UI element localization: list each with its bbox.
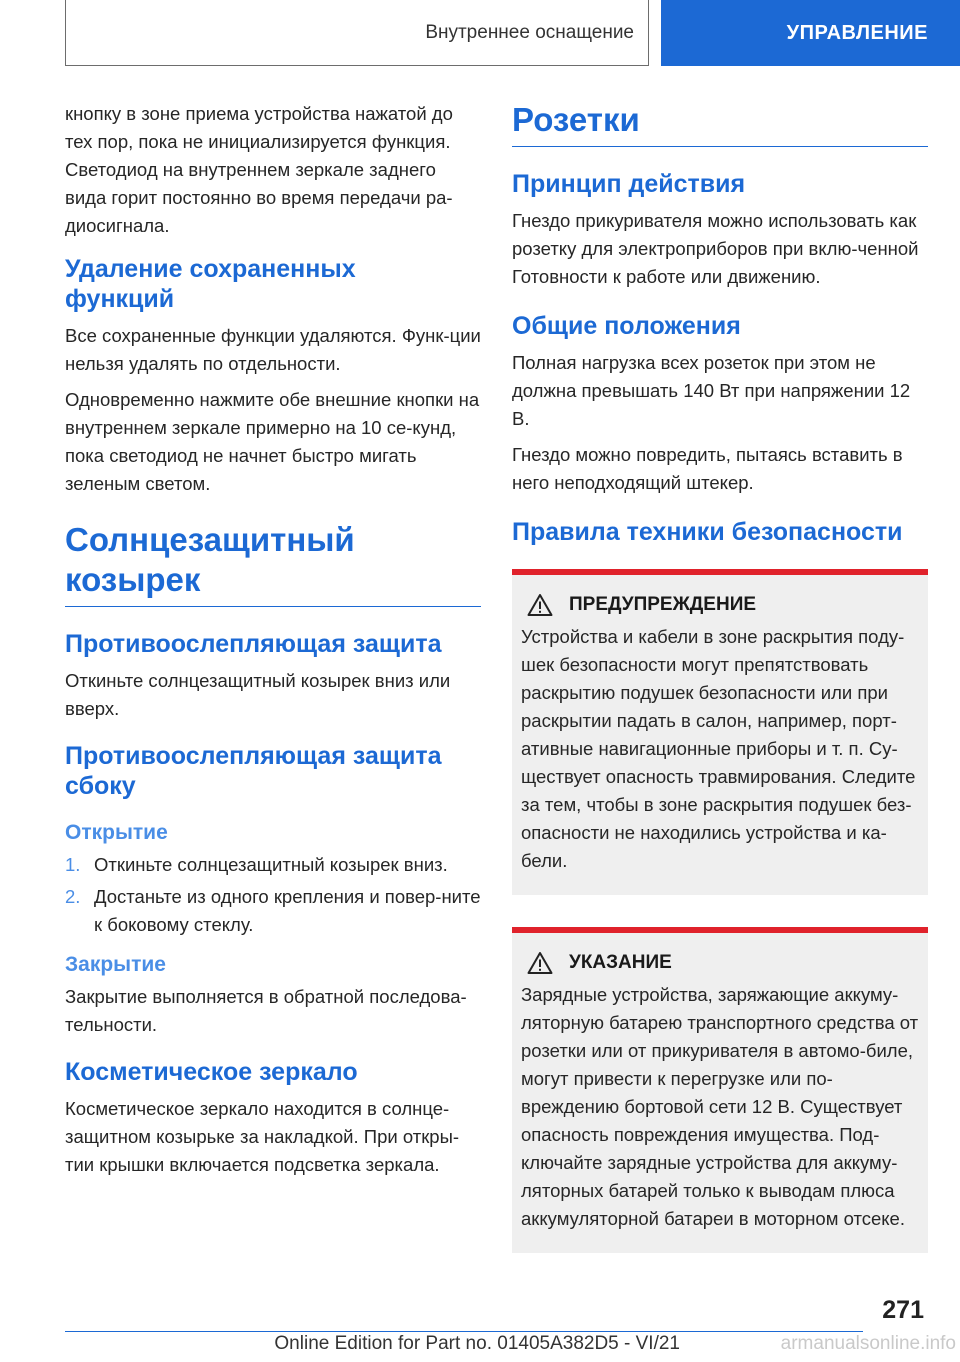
sockets-heading: Розетки: [512, 101, 640, 138]
notice-text: Зарядные устройства, заряжающие аккуму-ляторную батарею транспортного средства от розетки или от прикуривателя в автомо-биле, могут привести к перегрузке или по-вреждению бортовой сети 12 В. Существует опасность повреждения имущества. Под-ключайте зарядные устройства для аккуму-ляторных батарей только к выводам плюса аккумуляторной батареи в моторном отсеке.: [521, 984, 919, 1229]
warning-triangle-icon: [527, 593, 553, 617]
warning-title: [521, 593, 922, 617]
notice-title: [521, 951, 922, 975]
step-text: Откиньте солнцезащитный козырек вниз.: [94, 854, 448, 875]
intro-paragraph: кнопку в зоне приема устройства нажатой до тех пор, пока не инициализируется функция. Светодиод на внутреннем зеркале заднего вида горит постоянно во время передачи ра-диосигнала.: [65, 103, 453, 236]
step-number: 2.: [65, 886, 81, 907]
principle-heading: Принцип действия: [512, 170, 746, 198]
opening-heading: Открытие: [65, 821, 168, 844]
warning-text: Устройства и кабели в зоне раскрытия поду-шек безопасности могут препятствовать раскрытию подушек безопасности или при раскрытии падать в салон, например, порт-ативные навигационные приборы и т. п. Су-ществует опасность травмирования. Следите за тем, чтобы в зоне раскрытия подушек без-опасности не находились устройства и ка-бели.: [521, 626, 916, 871]
left-column: [65, 100, 481, 1187]
list-item: [65, 883, 481, 939]
safety-heading: Правила техники безопасности: [512, 518, 903, 546]
vanity-mirror-text: Косметическое зеркало находится в солнце-защитном козырьке за накладкой. При откры-тии крышки включается подсветка зеркала.: [65, 1098, 460, 1175]
notice-callout: [512, 927, 928, 1253]
side-glare-protection-heading: Противоослепляющая защита сбоку: [65, 742, 442, 800]
delete-paragraph-2: Одновременно нажмите обе внешние кнопки на внутреннем зеркале примерно на 10 се-кунд, пока светодиод не начнет быстро мигать зеленым светом.: [65, 389, 480, 494]
warning-triangle-icon: [527, 951, 553, 975]
warning-label: ПРЕДУПРЕЖДЕНИЕ: [569, 594, 757, 615]
general-paragraph-2: Гнездо можно повредить, пытаясь вставить в него неподходящий штекер.: [512, 444, 903, 493]
vanity-mirror-heading: Косметическое зеркало: [65, 1058, 358, 1086]
header-chapter-title: УПРАВЛЕНИЕ: [786, 21, 928, 44]
principle-text: Гнездо прикуривателя можно использовать как розетку для электроприборов при вклю-ченной Готовности к работе или движению.: [512, 210, 919, 287]
header-section-box: [65, 0, 649, 66]
sunvisor-heading-rule: [65, 606, 481, 607]
warning-callout: [512, 569, 928, 895]
general-heading: Общие положения: [512, 312, 741, 340]
right-column: [512, 100, 928, 1253]
list-item: [65, 851, 481, 879]
opening-steps: [65, 851, 481, 939]
glare-protection-text: Откиньте солнцезащитный козырек вниз или вверх.: [65, 670, 451, 719]
closing-text: Закрытие выполняется в обратной последова-тельности.: [65, 986, 467, 1035]
step-number: 1.: [65, 854, 81, 875]
edition-text: Online Edition for Part no. 01405A382D5 - VI/21: [274, 1333, 680, 1354]
footer-rule: [65, 1331, 863, 1332]
sockets-heading-rule: [512, 146, 928, 147]
general-paragraph-1: Полная нагрузка всех розеток при этом не должна превышать 140 Вт при напряжении 12 В.: [512, 352, 911, 429]
glare-protection-heading: Противоослепляющая защита: [65, 630, 442, 658]
header-chapter-box: [661, 0, 960, 66]
page-number: 271: [882, 1296, 924, 1324]
step-text: Достаньте из одного крепления и повер-ните к боковому стеклу.: [94, 886, 481, 935]
closing-heading: Закрытие: [65, 953, 166, 976]
delete-paragraph-1: Все сохраненные функции удаляются. Функ-ции нельзя удалять по отдельности.: [65, 325, 481, 374]
watermark-text: armanualsonline.info: [780, 1333, 956, 1354]
sunvisor-heading: Солнцезащитный козырек: [65, 521, 355, 598]
header-section-title: Внутреннее оснащение: [425, 21, 634, 43]
notice-label: УКАЗАНИЕ: [569, 952, 672, 973]
delete-functions-heading: Удаление сохраненных функций: [65, 255, 356, 313]
